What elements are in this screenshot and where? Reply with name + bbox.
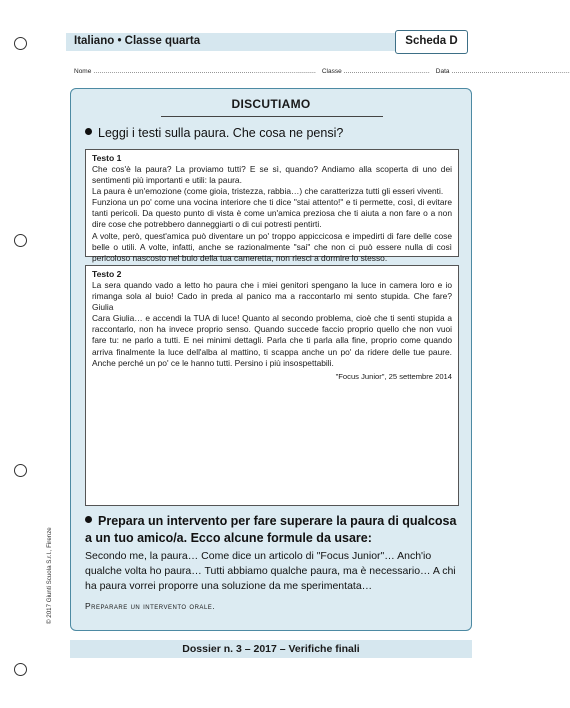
- header-title: Italiano • Classe quarta: [74, 35, 201, 47]
- testo-2-heading: Testo 2: [92, 269, 122, 279]
- testo-1-paragraph: La paura è un'emozione (come gioia, tristezza, rabbia…) che caratterizza tutti gli esseri viventi.: [92, 186, 444, 197]
- student-info-line: [74, 68, 570, 75]
- binder-hole: [14, 464, 27, 477]
- title-underline: [161, 116, 383, 117]
- prompt-1-text: Leggi i testi sulla paura. Che cosa ne pensi?: [98, 126, 344, 140]
- nome-label: Nome: [74, 68, 92, 75]
- classe-label: Classe: [321, 68, 342, 75]
- testo-2-box: [85, 265, 459, 506]
- task-instruction: Preparare un intervento orale.: [85, 601, 216, 611]
- testo-1-box: [85, 149, 459, 263]
- classe-field[interactable]: ...........................................: [343, 68, 430, 75]
- testo-2-paragraph: La sera quando vado a letto ho paura che i miei genitori spengano la luce in camera loro e io rimanga sola al buio! Cado in preda al panico ma a raccontarlo mi sento stupida. Che fare? Giulia: [92, 280, 452, 313]
- scheda-badge: Scheda D: [395, 30, 468, 54]
- testo-2-paragraph: Cara Giulia… e accendi la TUA di luce! Quanto al secondo problema, cioè che ti senti stupida a raccontarlo, non ha invece proprio senso. Quando succede faccio proprio quello che non vuoi fare tu: ne parlo a tutti. E nei minimi dettagli. Parla che ti parla alla fine, proprio come quando arriva finalmente la luce dell'alba al mattino, ti scappa anche un po' da ridere delle tue paure. Anche perché un po' ce le hanno tutti. Persino i più insospettabili.: [92, 313, 452, 368]
- data-label: Data: [435, 68, 450, 75]
- testo-1-paragraph: Che cos'è la paura? La proviamo tutti? E se sì, quando? Andiamo alla scoperta di uno dei sentimenti più importanti e utili: la paura.: [92, 164, 452, 186]
- section-title: DISCUTIAMO: [231, 97, 311, 111]
- header-bar: [66, 33, 468, 51]
- testo-1-heading: Testo 1: [92, 153, 122, 163]
- data-field[interactable]: ...........................................................: [451, 68, 570, 75]
- prompt-1: [85, 125, 343, 142]
- testo-2-source: "Focus Junior", 25 settembre 2014: [335, 371, 452, 381]
- example-formulas: Secondo me, la paura… Come dice un articolo di "Focus Junior"… Anch'io qualche volta ho paura… Tutti abbiamo qualche paura, ma è necessario… A chi ha paura vorrei proporre una soluzione da me sperimentata…: [85, 550, 456, 593]
- binder-hole: [14, 234, 27, 247]
- exercise-panel: [70, 88, 472, 631]
- footer-bar: Dossier n. 3 – 2017 – Verifiche finali: [70, 640, 472, 658]
- prompt-2-text: Prepara un intervento per fare superare la paura di qualcosa a un tuo amico/a. Ecco alcune formule da usare:: [85, 514, 457, 545]
- nome-field[interactable]: ...............................................................................................................: [93, 68, 316, 75]
- bullet-icon: [85, 128, 92, 135]
- bullet-icon: [85, 516, 92, 523]
- binder-hole: [14, 663, 27, 676]
- testo-1-paragraph: A volte, però, quest'amica può diventare un po' troppo appiccicosa e impedirti di fare delle cose belle o utili. A volte, infatti, anche se razionalmente "sai" che non ci può essere nulla di così pericoloso nascosto nel buio della tua cameretta, non riesci a dormire lo stesso.: [92, 230, 452, 263]
- prompt-2: [85, 513, 465, 546]
- copyright-notice: © 2017 Giunti Scuola S.r.l., Firenze: [46, 527, 53, 624]
- testo-1-paragraph: Funziona un po' come una vocina interiore che ti dice "stai attento!" e ti permette, così, di evitare tanti pericoli. Da questo punto di vista è come un'amica preziosa che ti aiuta a non fare o a non dire cose che potrebbero danneggiarti o di cui potresti pentirti.: [92, 197, 452, 230]
- binder-hole: [14, 37, 27, 50]
